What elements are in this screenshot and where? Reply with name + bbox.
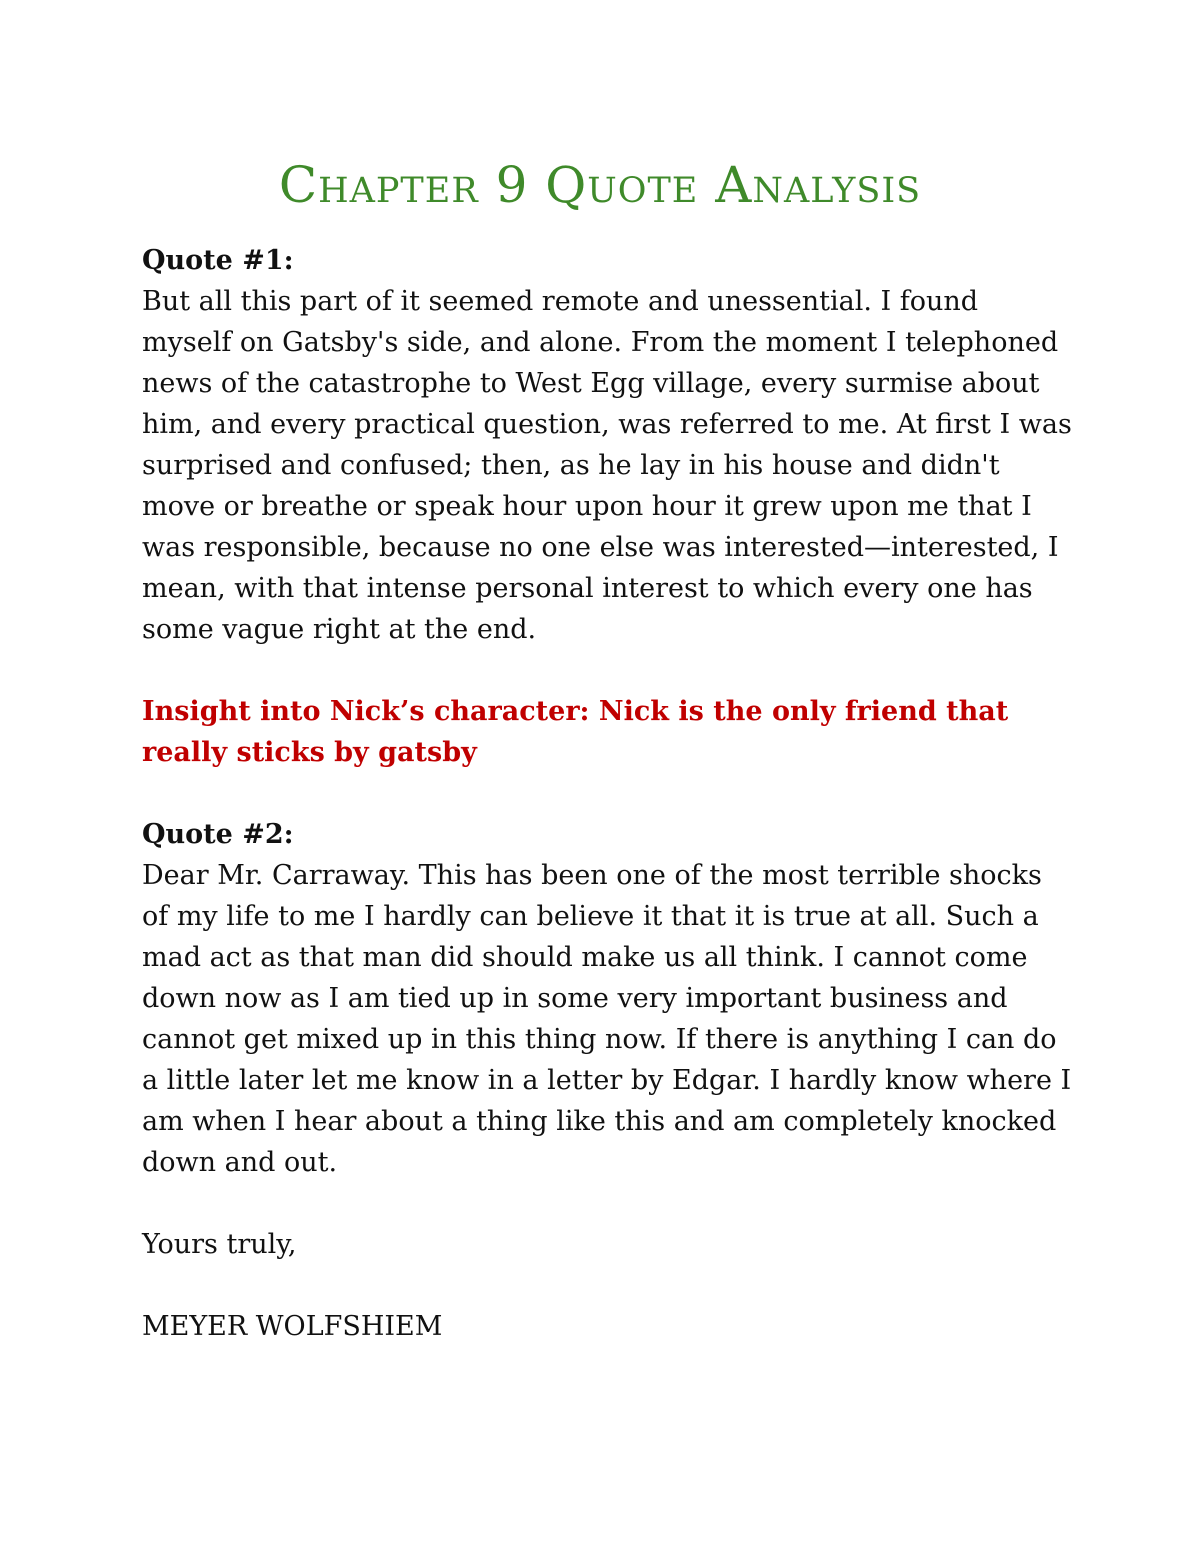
spacer xyxy=(142,773,1072,814)
document-body xyxy=(142,240,1072,1347)
letter-signature: MEYER WOLFSHIEM xyxy=(142,1311,443,1342)
spacer xyxy=(142,1183,1072,1224)
quote-2-label: Quote #2: xyxy=(142,819,294,850)
spacer xyxy=(142,650,1072,691)
spacer xyxy=(142,1265,1072,1306)
quote-2-text: Dear Mr. Carraway. This has been one of the most terrible shocks of my life to me I hardly can believe it that it is true at all. Such a mad act as that man did should make us all think. I cannot come down now as I am tied up in some very important business and cannot get mixed up in this thing now. If there is anything I can do a little later let me know in a letter by Edgar. I hardly know where I am when I hear about a thing like this and am completely knocked down and out. xyxy=(142,860,1072,1178)
insight-text: Insight into Nick’s character: Nick is the only friend that really sticks by gatsby xyxy=(142,696,1009,768)
quote-1-label: Quote #1: xyxy=(142,245,294,276)
letter-closing: Yours truly, xyxy=(142,1229,297,1260)
quote-1-text: But all this part of it seemed remote and unessential. I found myself on Gatsby's side, and alone. From the moment I telephoned news of the catastrophe to West Egg village, every surmise about him, and every practical question, was referred to me. At first I was surprised and confused; then, as he lay in his house and didn't move or breathe or speak hour upon hour it grew upon me that I was responsible, because no one else was interested—interested, I mean, with that intense personal interest to which every one has some vague right at the end. xyxy=(142,286,1072,645)
document-title: Chapter 9 Quote Analysis xyxy=(278,156,922,214)
